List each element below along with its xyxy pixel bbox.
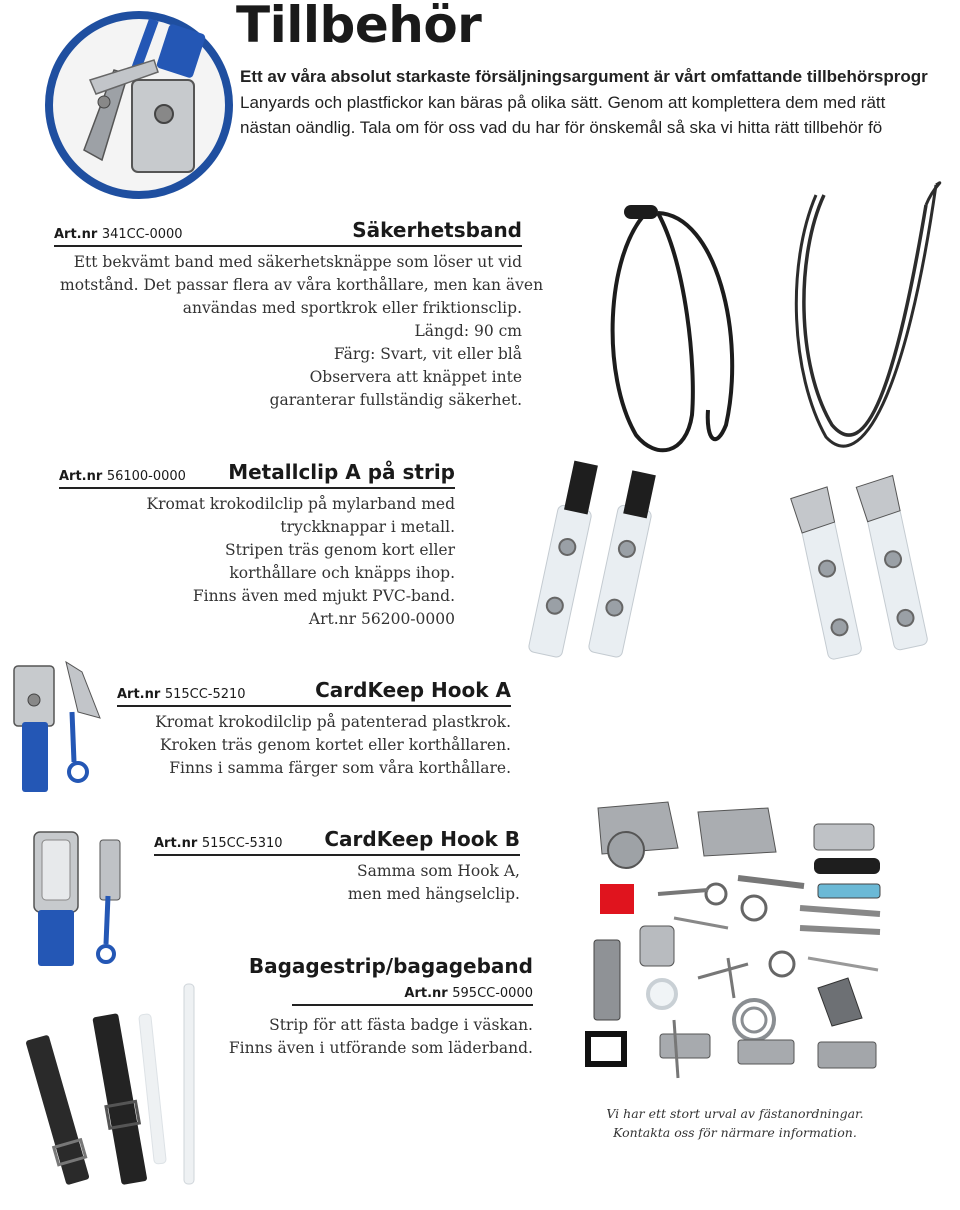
lanyard-cord-image: [596, 175, 956, 455]
cardkeep-hook-b-image: [24, 826, 144, 971]
intro-line-2: Lanyards och plastfickor kan bäras på olika sätt. Genom att komplettera dem med rätt: [240, 92, 886, 112]
accessories-collage-image: [578, 798, 888, 1088]
product-description-metallclip: Kromat krokodilclip på mylarband med tryckknappar i metall. Stripen träs genom kort eller korthållare och knäpps ihop. Finns även med mjukt PVC-band. Art.nr 56200-0000: [146, 495, 455, 628]
art-number: Art.nr 56100-0000: [59, 469, 186, 484]
product-description-hook-b: Samma som Hook A, men med hängselclip.: [347, 862, 520, 903]
product-description-bagagestrip: Strip för att fästa badge i väskan. Finns även i utförande som läderband.: [228, 1016, 533, 1057]
product-header-metallclip: [59, 460, 455, 489]
metal-clip-strip-image: [500, 458, 940, 668]
product-description-hook-a: Kromat krokodilclip på patenterad plastkrok. Kroken träs genom kortet eller korthållaren. Finns i samma färger som våra korthållare.: [155, 713, 511, 777]
product-title: CardKeep Hook A: [315, 678, 511, 702]
art-number: Art.nr 595CC-0000: [404, 986, 533, 1001]
art-number: Art.nr 341CC-0000: [54, 227, 183, 242]
art-number: Art.nr 515CC-5210: [117, 687, 246, 702]
product-title: Metallclip A på strip: [228, 460, 455, 484]
product-description-sakerhetsband: Ett bekvämt band med säkerhetsknäppe som löser ut vid motstånd. Det passar flera av våra korthållare, men kan även användas med sportkrok eller friktionsclip. Längd: 90 cm Färg: Svart, vit eller blå Observera att knäppet inte garanterar fullständig säkerhet.: [60, 253, 544, 409]
product-header-bagagestrip: [292, 986, 533, 1006]
luggage-strap-image: [20, 984, 220, 1194]
intro-line-3: nästan oändlig. Tala om för oss vad du har för önskemål så ska vi hitta rätt tillbehör fö: [240, 118, 883, 137]
collage-caption: Vi har ett stort urval av fästanordningar. Kontakta oss för närmare information.: [606, 1106, 864, 1140]
product-title: CardKeep Hook B: [324, 827, 520, 851]
cardkeep-hook-a-image: [8, 652, 118, 797]
product-header-hook-b: [154, 827, 520, 856]
art-number: Art.nr 515CC-5310: [154, 836, 283, 851]
product-title: Säkerhetsband: [352, 218, 522, 242]
product-header-hook-a: [117, 678, 511, 707]
page-title: Tillbehör: [236, 0, 482, 54]
intro-text: [240, 64, 960, 141]
product-title-bagagestrip: Bagagestrip/bagageband: [248, 954, 533, 978]
product-header-sakerhetsband: [54, 218, 522, 247]
intro-line-1: Ett av våra absolut starkaste försäljningsargument är vårt omfattande tillbehörsprogr: [240, 67, 928, 86]
clip-photo-circle: [44, 10, 234, 200]
